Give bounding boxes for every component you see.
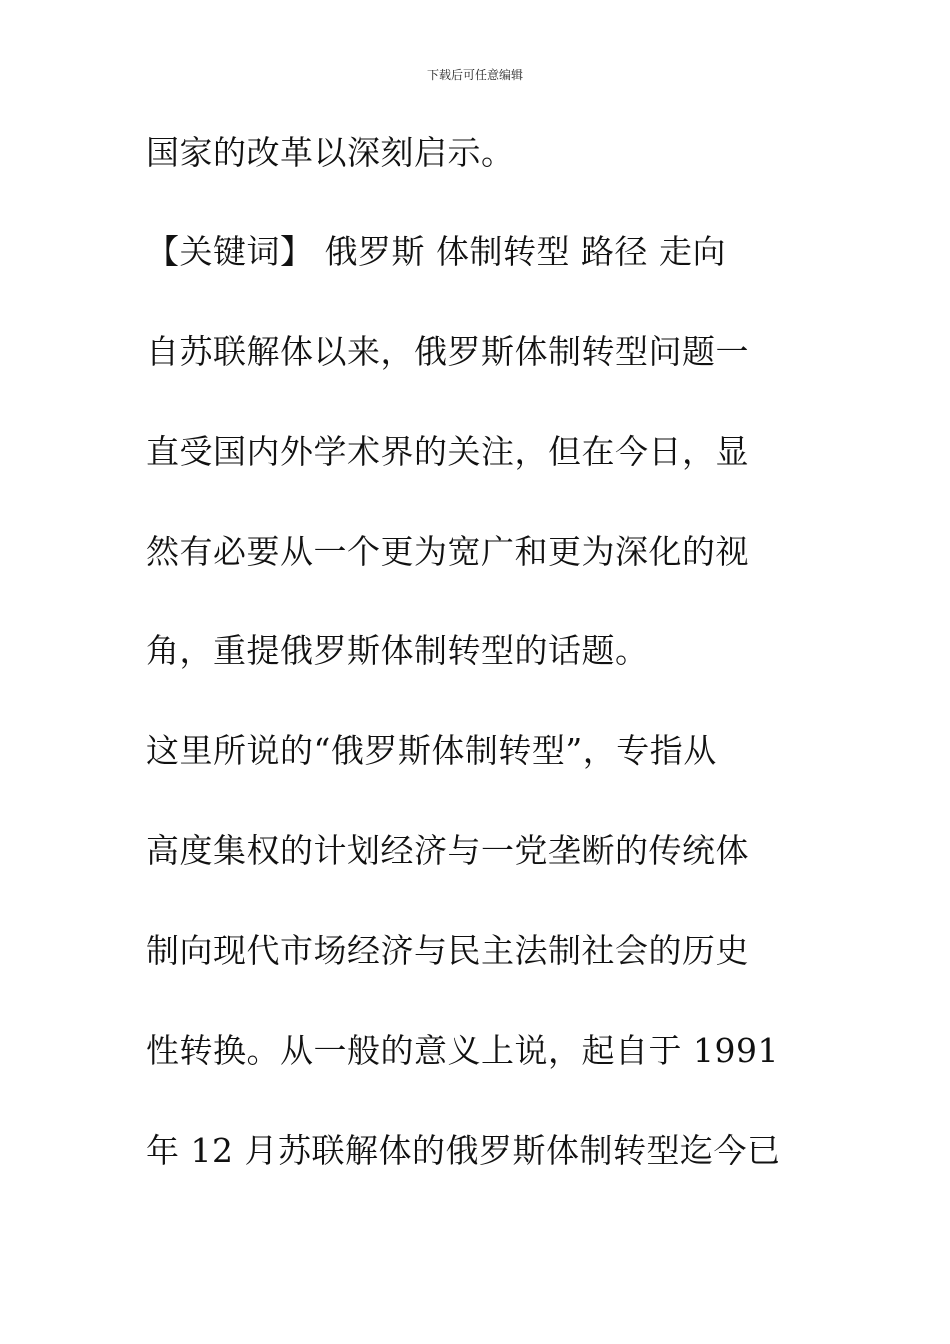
text-line: 高度集权的计划经济与一党垄断的传统体 bbox=[146, 831, 749, 870]
text-line: 角，重提俄罗斯体制转型的话题。 bbox=[146, 631, 649, 670]
text-line: 国家的改革以深刻启示。 bbox=[146, 133, 515, 172]
text-line: 制向现代市场经济与民主法制社会的历史 bbox=[146, 931, 749, 970]
page-header: 下载后可任意编辑 bbox=[426, 68, 523, 82]
text-line: 然有必要从一个更为宽广和更为深化的视 bbox=[146, 532, 749, 571]
text-line: 直受国内外学术界的关注，但在今日，显 bbox=[146, 432, 749, 471]
text-line: 性转换。从一般的意义上说，起自于 1991 bbox=[146, 1031, 779, 1070]
text-line: 年 12 月苏联解体的俄罗斯体制转型迄今已 bbox=[146, 1131, 781, 1170]
text-line: 这里所说的“俄罗斯体制转型”，专指从 bbox=[146, 731, 717, 770]
keywords-line: 【关键词】 俄罗斯 体制转型 路径 走向 bbox=[146, 232, 726, 271]
text-line: 自苏联解体以来，俄罗斯体制转型问题一 bbox=[146, 332, 749, 371]
